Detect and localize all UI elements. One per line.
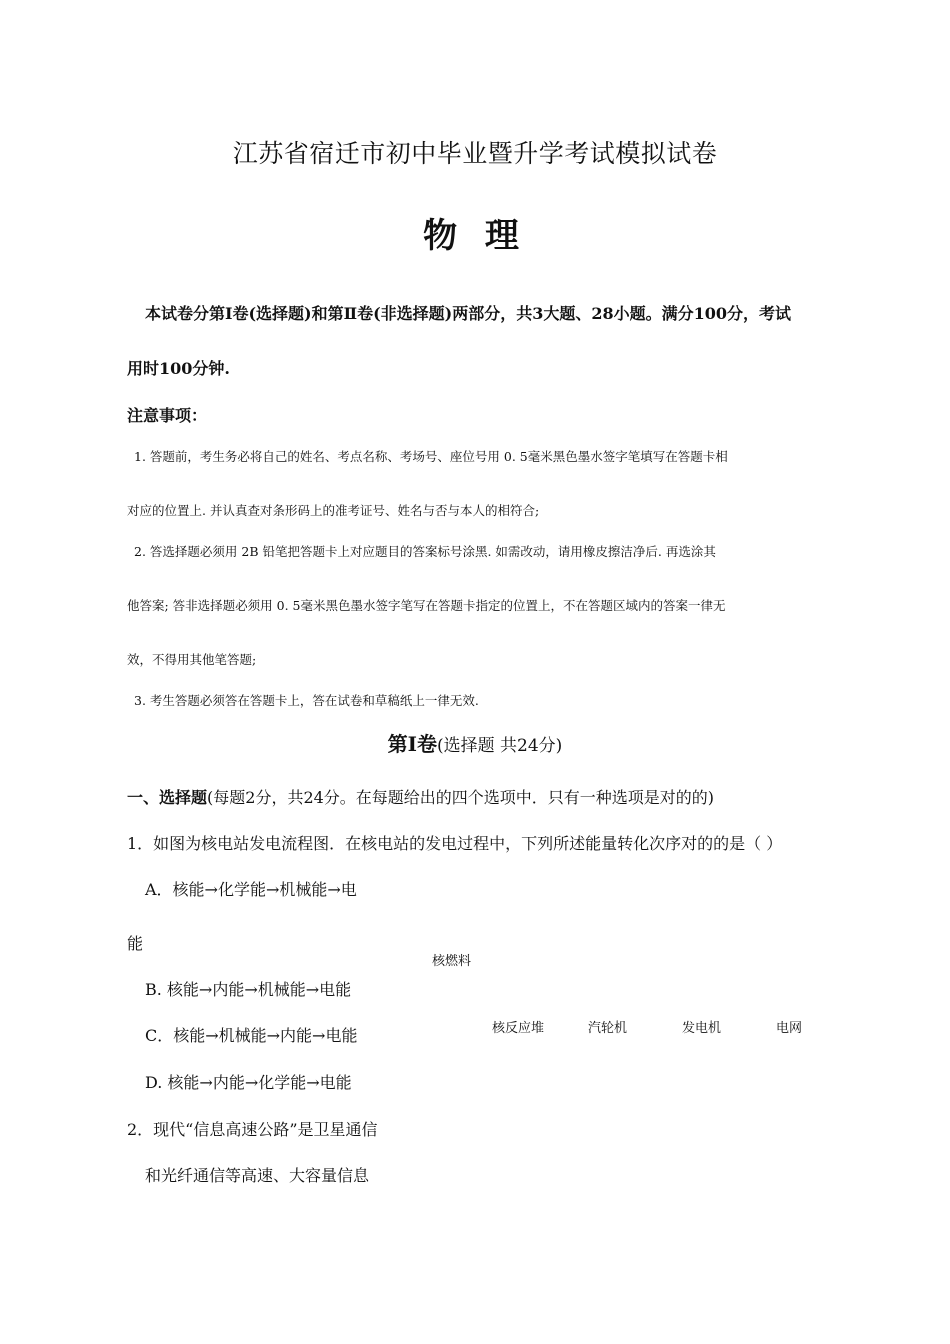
question-1-stem: 1．如图为核电站发电流程图．在核电站的发电过程中，下列所述能量转化次序对的的是（ ）	[127, 834, 783, 853]
note-line-3: 2. 答选择题必须用 2B 铅笔把答题卡上对应题目的答案标号涂黑. 如需改动，请用橡皮擦洁净后. 再选涂其	[134, 544, 716, 559]
diagram-reactor-label: 核反应堆	[492, 1021, 545, 1036]
subject-title: 物 理	[423, 216, 527, 256]
intro-line-1: 本试卷分第Ⅰ卷(选择题)和第Ⅱ卷(非选择题)两部分，共3大题、28小题。满分100分，考试	[145, 304, 792, 323]
note-line-6: 3. 考生答题必须答在答题卡上，答在试卷和草稿纸上一律无效.	[134, 693, 479, 708]
section-title-bold: 第Ⅰ卷	[387, 732, 438, 756]
note-line-2: 对应的位置上. 并认真查对条形码上的准考证号、姓名与否与本人的相符合;	[127, 503, 540, 518]
question-1-option-a: A．核能→化学能→机械能→电	[145, 880, 357, 899]
note-line-4: 他答案; 答非选择题必须用 0. 5毫米黑色墨水签字笔写在答题卡指定的位置上，不在答题区域内的答案一律无	[127, 598, 726, 613]
question-1-option-c: C．核能→机械能→内能→电能	[145, 1026, 358, 1045]
diagram-generator-label: 发电机	[682, 1021, 722, 1036]
diagram-turbine-label: 汽轮机	[588, 1021, 628, 1036]
notes-heading: 注意事项：	[127, 406, 208, 425]
question-1-option-d: D. 核能→内能→化学能→电能	[145, 1073, 352, 1092]
note-line-1: 1. 答题前，考生务必将自己的姓名、考点名称、考场号、座位号用 0. 5毫米黑色墨水签字笔填写在答题卡相	[134, 449, 728, 464]
diagram-grid-label: 电网	[776, 1021, 803, 1036]
intro-line-2: 用时100分钟.	[127, 359, 230, 378]
part-heading-bold: 一、选择题	[127, 788, 208, 807]
part-heading-rest: (每题2分，共24分。在每题给出的四个选项中．只有一种选项是对的的)	[207, 788, 715, 807]
note-line-5: 效，不得用其他笔答题;	[127, 652, 257, 667]
question-1-option-a-cont: 能	[127, 934, 144, 953]
section-title	[0, 728, 950, 757]
question-2-line-2: 和光纤通信等高速、大容量信息	[145, 1166, 370, 1185]
diagram-fuel-label: 核燃料	[432, 954, 472, 969]
exam-title: 江苏省宿迁市初中毕业暨升学考试模拟试卷	[232, 139, 718, 168]
section-title-rest: (选择题 共24分)	[437, 736, 563, 756]
question-2-line-1: 2．现代“信息高速公路”是卫星通信	[127, 1120, 378, 1139]
question-1-option-b: B. 核能→内能→机械能→电能	[145, 980, 352, 999]
part-heading	[127, 785, 714, 808]
